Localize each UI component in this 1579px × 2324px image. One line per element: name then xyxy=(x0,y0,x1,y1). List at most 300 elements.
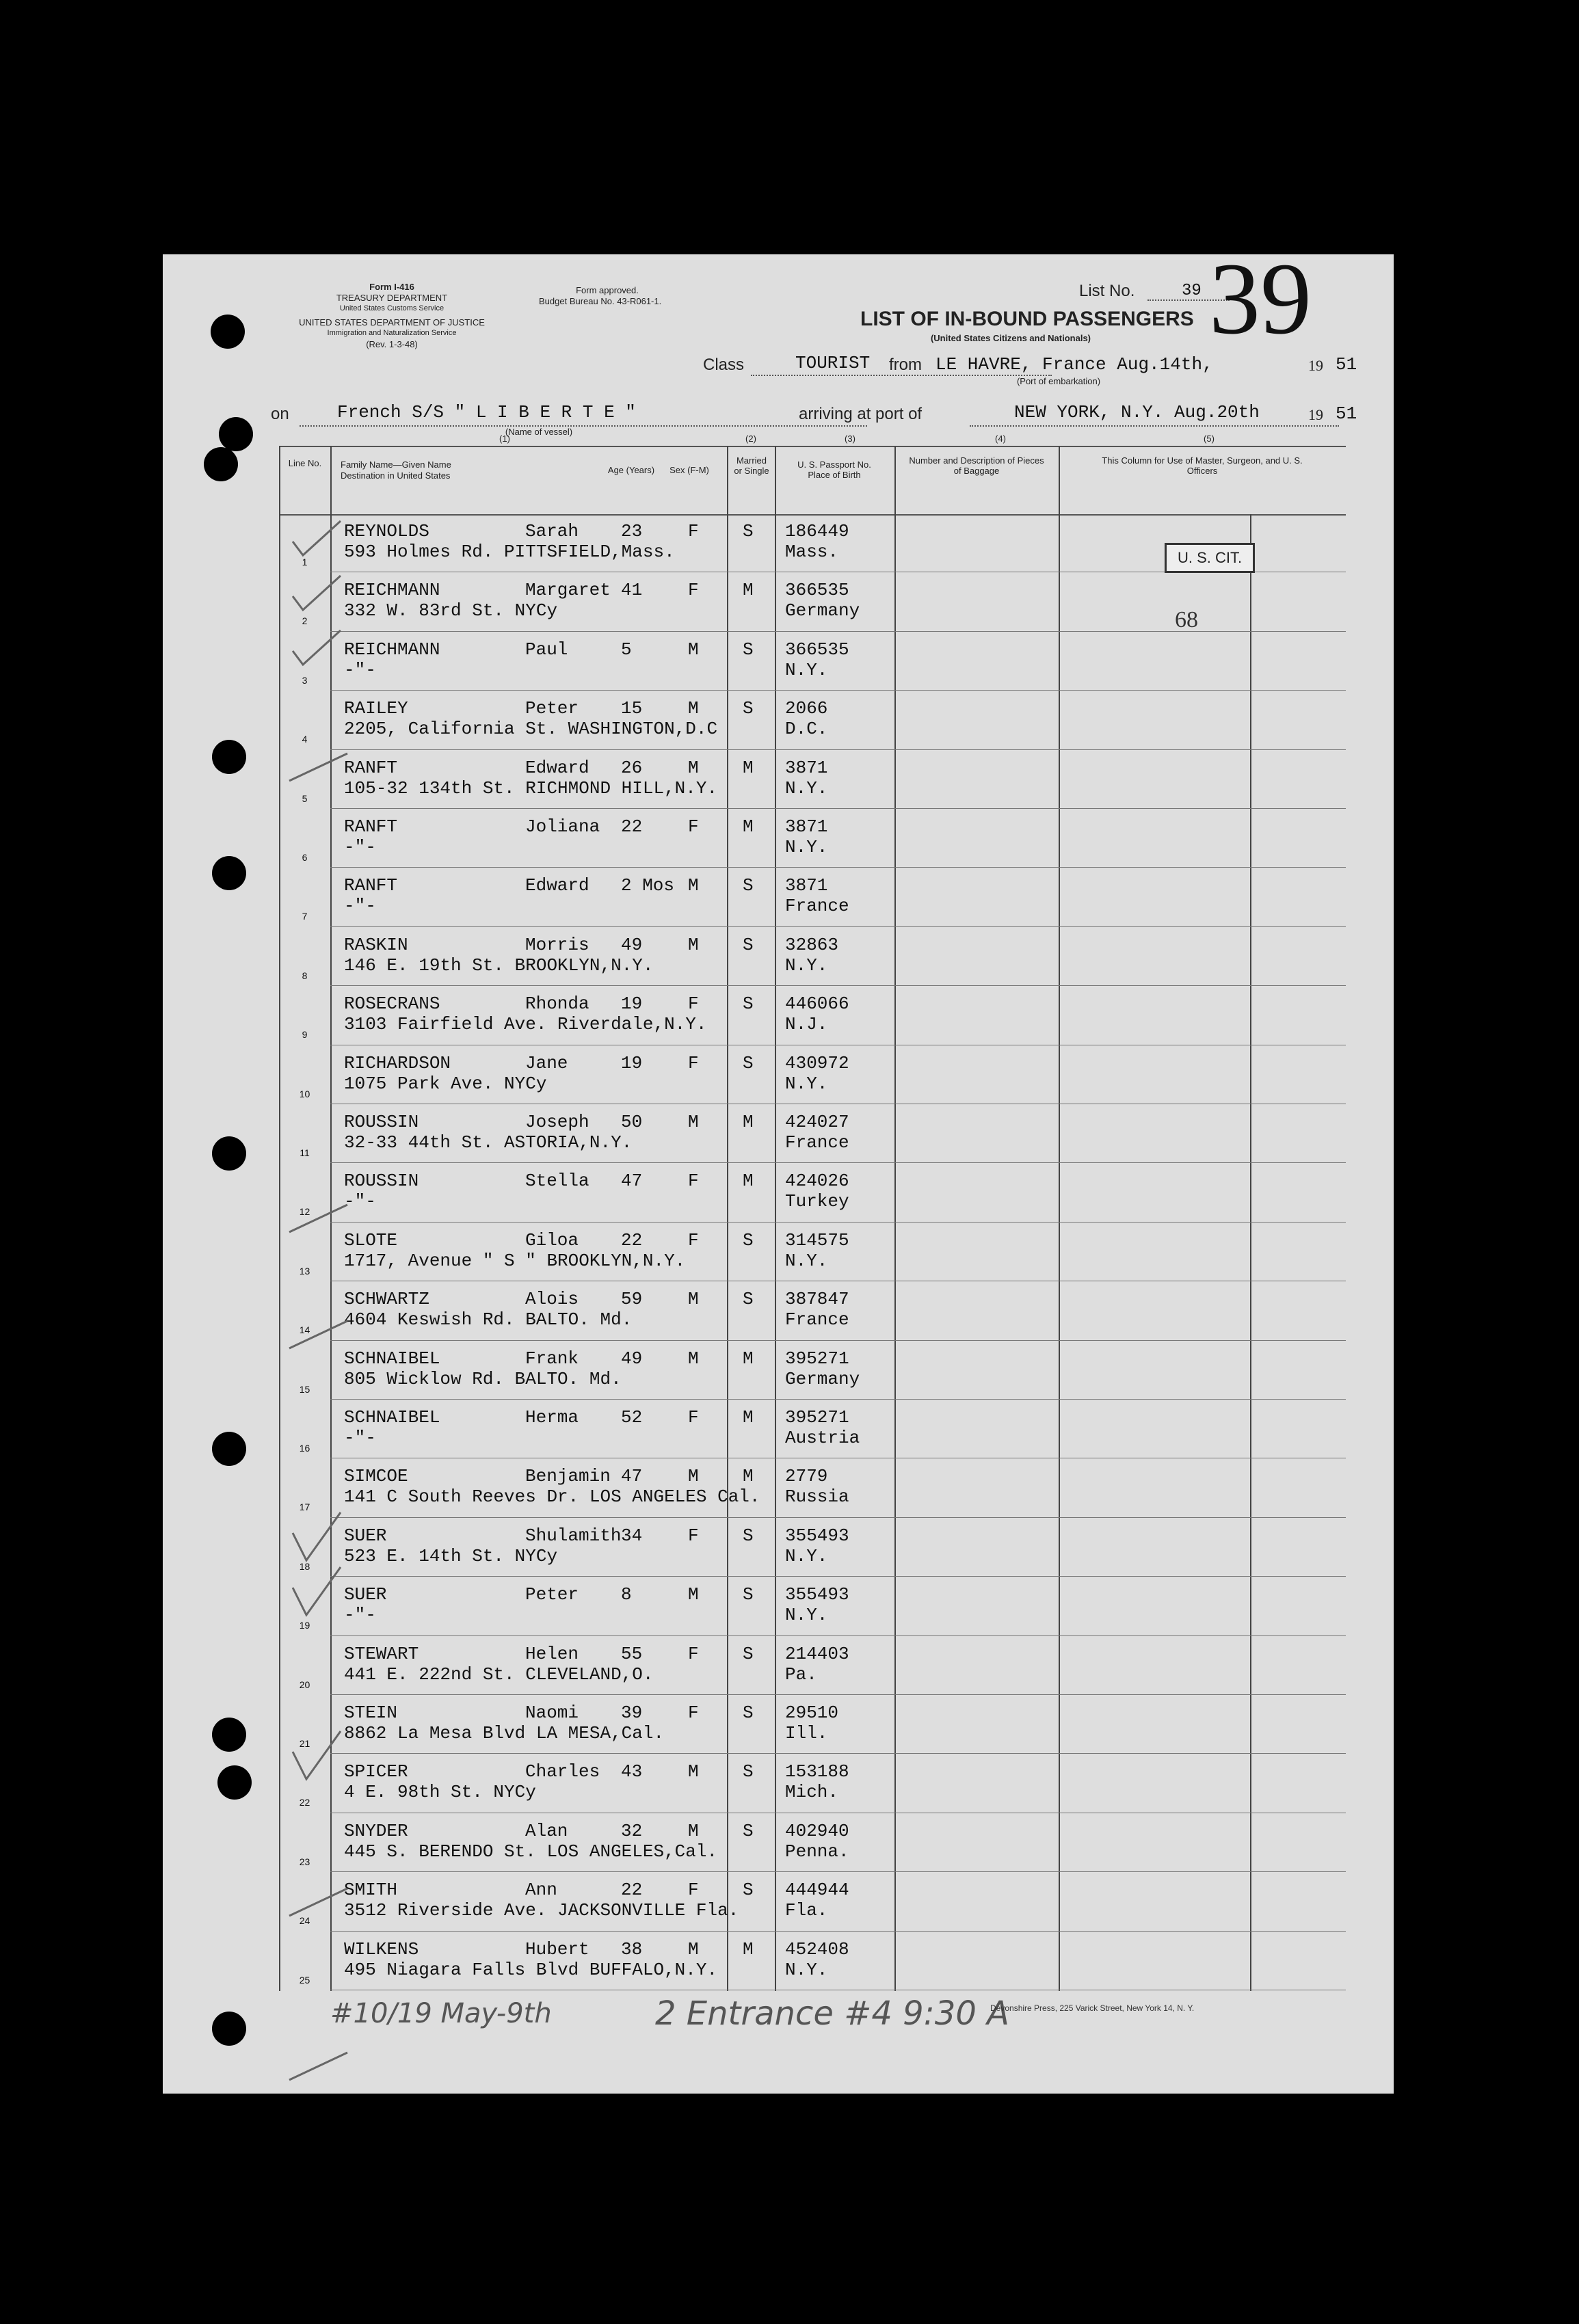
family-name: SCHNAIBEL xyxy=(344,1348,440,1369)
table-row xyxy=(279,1341,1346,1400)
punch-hole xyxy=(219,417,253,451)
justice-label: UNITED STATES DEPARTMENT OF JUSTICE xyxy=(299,317,485,328)
age: 43 xyxy=(621,1761,643,1782)
passport-number: 387847 xyxy=(785,1289,849,1310)
family-name: SUER xyxy=(344,1584,387,1605)
age: 49 xyxy=(621,934,643,955)
age: 52 xyxy=(621,1407,643,1428)
destination: -"- xyxy=(344,837,376,857)
destination: 3103 Fairfield Ave. Riverdale,N.Y. xyxy=(344,1014,707,1035)
column-header-passport: U. S. Passport No. Place of Birth xyxy=(797,459,871,480)
given-name: Joliana xyxy=(525,816,600,837)
table-row xyxy=(279,1223,1346,1282)
age: 47 xyxy=(621,1466,643,1487)
passenger-table xyxy=(279,446,1346,1991)
passport-number: 424027 xyxy=(785,1112,849,1132)
place-of-birth: N.Y. xyxy=(785,1545,828,1566)
age: 15 xyxy=(621,698,643,719)
destination: -"- xyxy=(344,1605,376,1626)
marital-status: S xyxy=(743,993,754,1015)
given-name: Jane xyxy=(525,1052,568,1073)
destination: 146 E. 19th St. BROOKLYN,N.Y. xyxy=(344,954,654,976)
table-row xyxy=(279,987,1346,1045)
column-header-age: Age (Years) xyxy=(607,465,655,475)
from-label: from xyxy=(889,356,922,374)
marital-status: M xyxy=(743,1938,754,1960)
line-number: 10 xyxy=(299,1088,310,1099)
column-header-destination: Destination in United States xyxy=(341,470,451,481)
age: 22 xyxy=(621,1229,643,1251)
table-row xyxy=(279,1400,1346,1459)
customs-label: United States Customs Service xyxy=(339,304,444,312)
sex: M xyxy=(688,698,699,719)
table-row xyxy=(279,1519,1346,1577)
family-name: SPICER xyxy=(344,1761,408,1782)
age: 19 xyxy=(621,1052,643,1073)
approval-label: Form approved. xyxy=(576,285,639,295)
line-number: 5 xyxy=(302,792,308,804)
given-name: Alois xyxy=(525,1289,579,1310)
revision-label: (Rev. 1-3-48) xyxy=(366,339,418,349)
place-of-birth: Germany xyxy=(785,600,860,622)
place-of-birth: Russia xyxy=(785,1486,849,1508)
family-name: SLOTE xyxy=(344,1229,398,1251)
age: 55 xyxy=(621,1643,643,1664)
punch-hole xyxy=(204,447,238,481)
destination: 1075 Park Ave. NYCy xyxy=(344,1073,547,1094)
column-number: (4) xyxy=(995,433,1006,444)
line-number: 3 xyxy=(302,674,308,686)
family-name: SMITH xyxy=(344,1880,398,1901)
age: 22 xyxy=(621,1880,643,1901)
destination: 3512 Riverside Ave. JACKSONVILLE Fla. xyxy=(344,1900,739,1921)
year-value-1: 51 xyxy=(1336,354,1357,375)
line-number: 8 xyxy=(302,970,308,981)
passport-number: 355493 xyxy=(785,1525,849,1546)
family-name: RASKIN xyxy=(344,934,408,955)
class-value: TOURIST xyxy=(795,353,871,373)
table-row xyxy=(279,928,1346,987)
family-name: ROUSSIN xyxy=(344,1112,419,1132)
place-of-birth: Penna. xyxy=(785,1841,849,1862)
age: 39 xyxy=(621,1702,643,1723)
given-name: Charles xyxy=(525,1761,600,1782)
us-citizen-stamp: U. S. CIT. xyxy=(1165,543,1255,573)
vessel-name: French S/S " L I B E R T E " xyxy=(337,402,636,423)
place-of-birth: Germany xyxy=(785,1368,860,1389)
destination: 441 E. 222nd St. CLEVELAND,O. xyxy=(344,1664,654,1685)
family-name: ROSECRANS xyxy=(344,993,440,1015)
destination: 105-32 134th St. RICHMOND HILL,N.Y. xyxy=(344,777,718,799)
sex: M xyxy=(688,1289,699,1310)
line-number: 7 xyxy=(302,911,308,922)
destination: -"- xyxy=(344,659,376,680)
given-name: Ann xyxy=(525,1880,557,1901)
sex: F xyxy=(688,1171,699,1192)
column-header-sex: Sex (F-M) xyxy=(669,465,709,475)
passport-number: 452408 xyxy=(785,1938,849,1960)
passport-number: 29510 xyxy=(785,1702,839,1723)
family-name: SNYDER xyxy=(344,1820,408,1841)
line-number: 14 xyxy=(299,1324,310,1336)
arrival-value: NEW YORK, N.Y. Aug.20th xyxy=(1014,402,1260,423)
line-number: 15 xyxy=(299,1383,310,1395)
form-title: LIST OF IN-BOUND PASSENGERS xyxy=(860,308,1194,330)
sex: M xyxy=(688,934,699,955)
place-of-birth: France xyxy=(785,896,849,917)
place-of-birth: N.J. xyxy=(785,1014,828,1035)
family-name: REYNOLDS xyxy=(344,521,429,542)
embarkation-caption: (Port of embarkation) xyxy=(1016,376,1101,386)
sex: F xyxy=(688,580,699,601)
place-of-birth: Fla. xyxy=(785,1900,828,1921)
family-name: RANFT xyxy=(344,816,398,837)
table-row xyxy=(279,1164,1346,1223)
passport-number: 430972 xyxy=(785,1052,849,1073)
treasury-label: TREASURY DEPARTMENT xyxy=(336,293,448,303)
officer-note: 68 xyxy=(1175,607,1198,632)
table-row xyxy=(279,1754,1346,1813)
destination: 445 S. BERENDO St. LOS ANGELES,Cal. xyxy=(344,1841,718,1862)
column-header-married: Married or Single xyxy=(734,455,769,476)
marital-status: S xyxy=(743,1880,754,1901)
list-number-label: List No. xyxy=(1079,282,1135,300)
marital-status: S xyxy=(743,1289,754,1310)
sex: F xyxy=(688,993,699,1015)
column-header-line: Line No. xyxy=(288,458,322,468)
sex: F xyxy=(688,1407,699,1428)
sex: F xyxy=(688,1880,699,1901)
printer-imprint: Devonshire Press, 225 Varick Street, New York 14, N. Y. xyxy=(990,2003,1195,2013)
on-label: on xyxy=(271,405,289,423)
line-number: 11 xyxy=(300,1147,310,1158)
column-header-baggage: Number and Description of Pieces of Baggage xyxy=(909,455,1044,476)
marital-status: M xyxy=(743,1466,754,1487)
marital-status: S xyxy=(743,934,754,955)
sex: M xyxy=(688,639,699,660)
family-name: RANFT xyxy=(344,875,398,896)
column-number: (2) xyxy=(745,433,756,444)
embarkation-value: LE HAVRE, France Aug.14th, xyxy=(936,354,1213,375)
sex: F xyxy=(688,521,699,542)
punch-hole xyxy=(211,315,245,349)
place-of-birth: Austria xyxy=(785,1428,860,1448)
line-number: 9 xyxy=(302,1029,308,1041)
given-name: Edward xyxy=(525,757,589,778)
place-of-birth: Mass. xyxy=(785,542,839,562)
table-row xyxy=(279,1105,1346,1164)
destination: 495 Niagara Falls Blvd BUFFALO,N.Y. xyxy=(344,1959,718,1980)
place-of-birth: N.Y. xyxy=(785,1250,828,1271)
passport-number: 395271 xyxy=(785,1348,849,1369)
marital-status: S xyxy=(743,1702,754,1723)
destination: 4604 Keswish Rd. BALTO. Md. xyxy=(344,1309,633,1331)
destination: -"- xyxy=(344,1428,376,1448)
place-of-birth: D.C. xyxy=(785,719,828,740)
place-of-birth: Pa. xyxy=(785,1664,817,1685)
sex: M xyxy=(688,1820,699,1841)
marital-status: S xyxy=(743,521,754,542)
age: 38 xyxy=(621,1938,643,1960)
table-row xyxy=(279,632,1346,691)
sex: M xyxy=(688,1584,699,1605)
age: 2 Mos xyxy=(621,875,675,896)
given-name: Edward xyxy=(525,875,589,896)
line-number: 21 xyxy=(299,1738,310,1749)
destination: 2205, California St. WASHINGTON,D.C xyxy=(344,719,718,740)
given-name: Peter xyxy=(525,698,579,719)
column-number: (1) xyxy=(499,433,510,444)
sex: F xyxy=(688,1229,699,1251)
passport-number: 214403 xyxy=(785,1643,849,1664)
passport-number: 2066 xyxy=(785,698,828,719)
line-number: 20 xyxy=(299,1679,310,1690)
marital-status: M xyxy=(743,1407,754,1428)
line-number: 2 xyxy=(302,615,308,627)
age: 22 xyxy=(621,816,643,837)
age: 49 xyxy=(621,1348,643,1369)
sex: F xyxy=(688,1702,699,1723)
arriving-label: arriving at port of xyxy=(799,405,923,423)
list-number-value: 39 xyxy=(1182,282,1202,300)
passport-number: 32863 xyxy=(785,934,839,955)
place-of-birth: France xyxy=(785,1132,849,1153)
given-name: Stella xyxy=(525,1171,589,1192)
marital-status: M xyxy=(743,1171,754,1192)
family-name: WILKENS xyxy=(344,1938,419,1960)
line-number: 19 xyxy=(299,1620,310,1631)
age: 41 xyxy=(621,580,643,601)
destination: 8862 La Mesa Blvd LA MESA,Cal. xyxy=(344,1723,665,1744)
passport-number: 186449 xyxy=(785,521,849,542)
sex: F xyxy=(688,1643,699,1664)
column-header-officers: This Column for Use of Master, Surgeon, and U. S. Officers xyxy=(1102,455,1303,476)
marital-status: M xyxy=(743,816,754,837)
line-number: 18 xyxy=(299,1560,310,1572)
table-row xyxy=(279,1932,1346,1991)
given-name: Rhonda xyxy=(525,993,589,1015)
table-row xyxy=(279,1696,1346,1754)
table-row xyxy=(279,1577,1346,1636)
destination: 805 Wicklow Rd. BALTO. Md. xyxy=(344,1368,622,1389)
sex: M xyxy=(688,1348,699,1369)
sex: F xyxy=(688,816,699,837)
given-name: Joseph xyxy=(525,1112,589,1132)
line-number: 4 xyxy=(302,734,308,745)
family-name: SCHWARTZ xyxy=(344,1289,429,1310)
family-name: RAILEY xyxy=(344,698,408,719)
given-name: Herma xyxy=(525,1407,579,1428)
table-row xyxy=(279,810,1346,868)
place-of-birth: Ill. xyxy=(785,1723,828,1744)
passport-number: 446066 xyxy=(785,993,849,1015)
marital-status: S xyxy=(743,1643,754,1664)
class-label: Class xyxy=(703,356,745,374)
passport-number: 424026 xyxy=(785,1171,849,1192)
destination: 141 C South Reeves Dr. LOS ANGELES Cal. xyxy=(344,1486,760,1508)
marital-status: S xyxy=(743,698,754,719)
destination: 4 E. 98th St. NYCy xyxy=(344,1782,536,1803)
sex: M xyxy=(688,1466,699,1487)
given-name: Shulamith xyxy=(525,1525,622,1546)
table-row xyxy=(279,868,1346,927)
table-row xyxy=(279,751,1346,810)
passport-number: 395271 xyxy=(785,1407,849,1428)
line-number: 13 xyxy=(299,1265,310,1277)
given-name: Morris xyxy=(525,934,589,955)
destination: 332 W. 83rd St. NYCy xyxy=(344,600,558,622)
line-number: 25 xyxy=(299,1974,310,1986)
line-number: 6 xyxy=(302,852,308,863)
passport-number: 314575 xyxy=(785,1229,849,1251)
place-of-birth: N.Y. xyxy=(785,837,828,857)
line-number: 22 xyxy=(299,1797,310,1808)
age: 26 xyxy=(621,757,643,778)
given-name: Naomi xyxy=(525,1702,579,1723)
given-name: Helen xyxy=(525,1643,579,1664)
marital-status: S xyxy=(743,1820,754,1841)
age: 59 xyxy=(621,1289,643,1310)
family-name: STEIN xyxy=(344,1702,398,1723)
passport-number: 366535 xyxy=(785,580,849,601)
passport-number: 3871 xyxy=(785,757,828,778)
given-name: Frank xyxy=(525,1348,579,1369)
passport-number: 153188 xyxy=(785,1761,849,1782)
year-prefix-1: 19 xyxy=(1308,357,1323,374)
line-number: 23 xyxy=(299,1856,310,1867)
given-name: Benjamin xyxy=(525,1466,611,1487)
year-value-2: 51 xyxy=(1336,403,1357,424)
marital-status: S xyxy=(743,639,754,660)
family-name: SIMCOE xyxy=(344,1466,408,1487)
marital-status: S xyxy=(743,1052,754,1073)
sex: M xyxy=(688,875,699,896)
family-name: RICHARDSON xyxy=(344,1052,451,1073)
column-number: (5) xyxy=(1204,433,1215,444)
sex: F xyxy=(688,1052,699,1073)
year-prefix-2: 19 xyxy=(1308,406,1323,423)
list-number-large: 39 xyxy=(1209,242,1312,356)
family-name: RANFT xyxy=(344,757,398,778)
sex: M xyxy=(688,757,699,778)
line-number: 17 xyxy=(299,1501,310,1513)
age: 50 xyxy=(621,1112,643,1132)
family-name: SCHNAIBEL xyxy=(344,1407,440,1428)
passport-number: 2779 xyxy=(785,1466,828,1487)
given-name: Sarah xyxy=(525,521,579,542)
marital-status: S xyxy=(743,1584,754,1605)
family-name: SUER xyxy=(344,1525,387,1546)
destination: -"- xyxy=(344,896,376,917)
given-name: Alan xyxy=(525,1820,568,1841)
sex: M xyxy=(688,1761,699,1782)
destination: 523 E. 14th St. NYCy xyxy=(344,1545,558,1566)
table-row xyxy=(279,1637,1346,1696)
sex: F xyxy=(688,1525,699,1546)
budget-label: Budget Bureau No. 43-R061-1. xyxy=(539,296,662,306)
form-subtitle: (United States Citizens and Nationals) xyxy=(930,333,1091,343)
place-of-birth: N.Y. xyxy=(785,659,828,680)
place-of-birth: N.Y. xyxy=(785,1605,828,1626)
line-number: 12 xyxy=(299,1206,310,1218)
marital-status: S xyxy=(743,1761,754,1782)
age: 34 xyxy=(621,1525,643,1546)
ins-label: Immigration and Naturalization Service xyxy=(327,329,457,337)
destination: -"- xyxy=(344,1191,376,1212)
passport-number: 3871 xyxy=(785,875,828,896)
place-of-birth: France xyxy=(785,1309,849,1331)
given-name: Margaret xyxy=(525,580,611,601)
handwritten-check-marks xyxy=(238,514,388,2121)
passport-number: 444944 xyxy=(785,1880,849,1901)
marital-status: M xyxy=(743,1348,754,1369)
family-name: STEWART xyxy=(344,1643,419,1664)
place-of-birth: N.Y. xyxy=(785,1959,828,1980)
given-name: Hubert xyxy=(525,1938,589,1960)
destination: 1717, Avenue " S " BROOKLYN,N.Y. xyxy=(344,1250,686,1271)
line-number: 16 xyxy=(299,1443,310,1454)
age: 47 xyxy=(621,1171,643,1192)
age: 5 xyxy=(621,639,632,660)
passport-number: 355493 xyxy=(785,1584,849,1605)
sex: M xyxy=(688,1938,699,1960)
age: 8 xyxy=(621,1584,632,1605)
line-number: 24 xyxy=(299,1915,310,1927)
table-row xyxy=(279,1459,1346,1518)
table-row xyxy=(279,1873,1346,1932)
place-of-birth: N.Y. xyxy=(785,777,828,799)
marital-status: S xyxy=(743,1525,754,1546)
family-name: ROUSSIN xyxy=(344,1171,419,1192)
sex: M xyxy=(688,1112,699,1132)
marital-status: M xyxy=(743,1112,754,1132)
destination: 593 Holmes Rd. PITTSFIELD,Mass. xyxy=(344,542,675,562)
family-name: REICHMANN xyxy=(344,639,440,660)
given-name: Peter xyxy=(525,1584,579,1605)
passport-number: 3871 xyxy=(785,816,828,837)
table-row xyxy=(279,1814,1346,1873)
marital-status: S xyxy=(743,875,754,896)
marital-status: S xyxy=(743,1229,754,1251)
passport-number: 366535 xyxy=(785,639,849,660)
line-number: 1 xyxy=(302,557,308,567)
place-of-birth: Turkey xyxy=(785,1191,849,1212)
manifest-sheet xyxy=(163,242,1394,2094)
family-name: REICHMANN xyxy=(344,580,440,601)
place-of-birth: Mich. xyxy=(785,1782,839,1803)
place-of-birth: N.Y. xyxy=(785,1073,828,1094)
column-number: (3) xyxy=(845,433,855,444)
table-row xyxy=(279,1282,1346,1341)
given-name: Paul xyxy=(525,639,568,660)
form-number: Form I-416 xyxy=(369,282,414,292)
destination: 32-33 44th St. ASTORIA,N.Y. xyxy=(344,1132,633,1153)
vessel-caption: (Name of vessel) xyxy=(505,427,573,437)
age: 19 xyxy=(621,993,643,1015)
handwritten-note-right: 2 Entrance #4 9:30 A xyxy=(655,1994,1010,2033)
marital-status: M xyxy=(743,757,754,778)
table-row xyxy=(279,1046,1346,1105)
handwritten-note-left: #10/19 May-9th xyxy=(330,1998,552,2029)
age: 23 xyxy=(621,521,643,542)
column-header-name: Family Name—Given Name xyxy=(341,459,451,470)
given-name: Giloa xyxy=(525,1229,579,1251)
marital-status: M xyxy=(743,580,754,601)
passport-number: 402940 xyxy=(785,1820,849,1841)
place-of-birth: N.Y. xyxy=(785,954,828,976)
table-row xyxy=(279,691,1346,750)
age: 32 xyxy=(621,1820,643,1841)
